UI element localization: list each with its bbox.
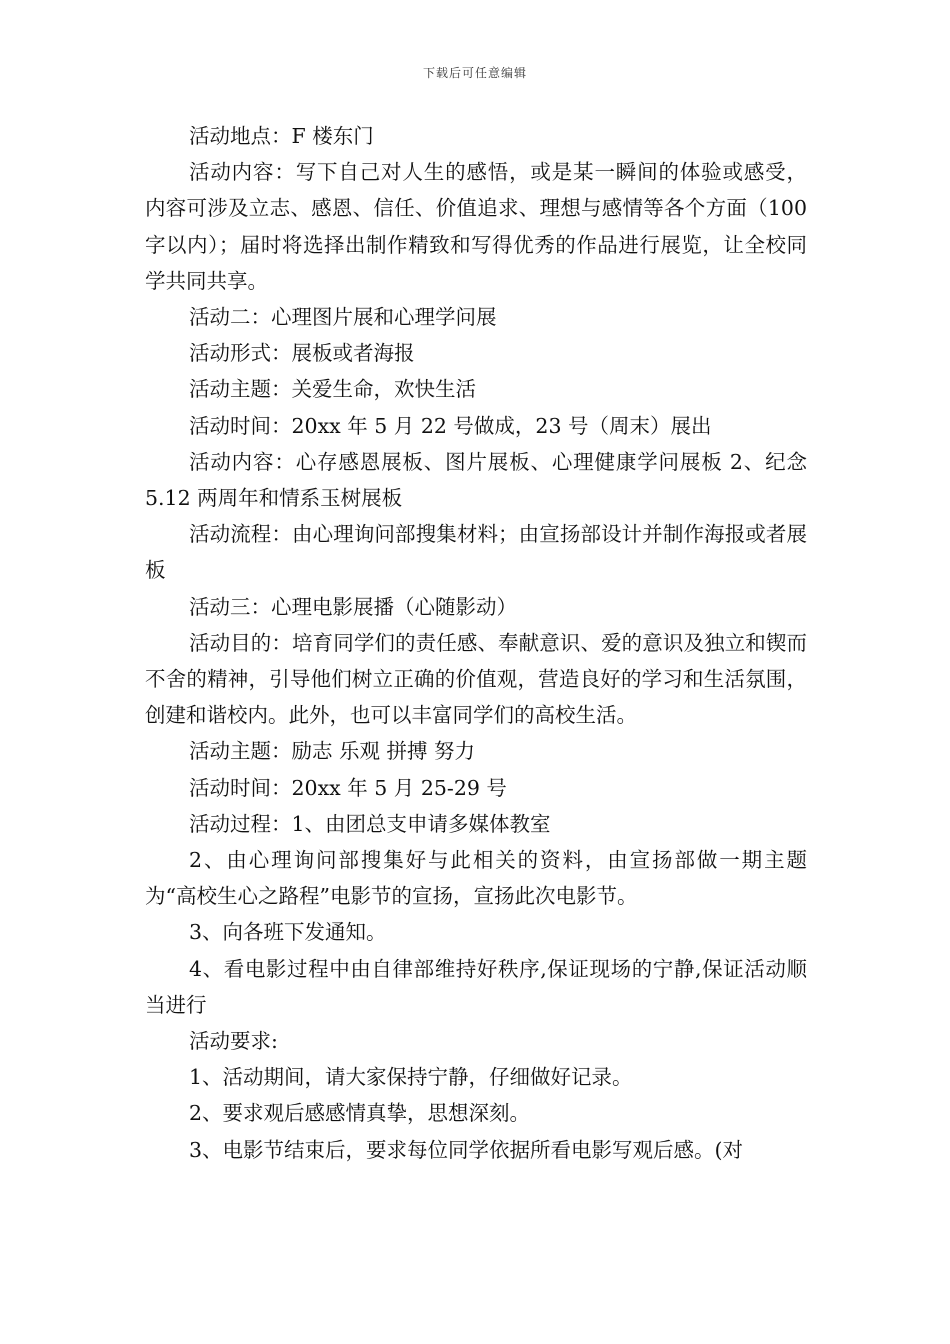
page-header: 下载后可任意编辑 — [422, 66, 527, 80]
paragraph-content-two: 活动内容：心存感恩展板、图片展板、心理健康学问展板 2、纪念 5.12 两周年和情系玉树展板 — [145, 449, 807, 511]
paragraph-location: 活动地点：F 楼东门 — [189, 124, 374, 148]
paragraph-requirement-one: 1、活动期间，请大家保持宁静，仔细做好记录。 — [189, 1065, 633, 1090]
paragraph-purpose: 活动目的：培育同学们的责任感、奉献意识、爱的意识及独立和锲而不舍的精神，引导他们树立正确的价值观，营造良好的学习和生活氛围，创建和谐校内。此外，也可以丰富同学们的高校生活。 — [145, 630, 807, 728]
paragraph-procedure: 活动过程：1、由团总支申请多媒体教室 — [189, 811, 551, 836]
paragraph-time: 活动时间：20xx 年 5 月 22 号做成，23 号（周末）展出 — [189, 413, 712, 438]
paragraph-content: 活动内容：写下自己对人生的感悟，或是某一瞬间的体验或感受， 内容可涉及立志、感恩、信任、价值追求、理想与感情等各个方面（100 字以内）；届时将选择出制作精致和写得优秀的作品进行展览，让全校同学共同共享。 — [145, 160, 807, 293]
paragraph-process: 活动流程：由心理询问部搜集材料；由宣扬部设计并制作海报或者展板 — [145, 522, 807, 583]
paragraph-time-three: 活动时间：20xx 年 5 月 25-29 号 — [189, 775, 507, 800]
paragraph-theme-three: 活动主题：励志 乐观 拼搏 努力 — [189, 739, 476, 764]
paragraph-step-three: 3、向各班下发通知。 — [189, 920, 387, 945]
paragraph-theme: 活动主题：关爱生命，欢快生活 — [189, 377, 476, 402]
paragraph-activity-two: 活动二：心理图片展和心理学问展 — [189, 305, 497, 330]
paragraph-requirement-two: 2、要求观后感感情真挚，思想深刻。 — [189, 1101, 531, 1126]
paragraph-format: 活动形式：展板或者海报 — [189, 341, 415, 366]
paragraph-requirement-three: 3、电影节结束后，要求每位同学依据所看电影写观后感。(对 — [189, 1137, 744, 1162]
document-body — [145, 118, 807, 1168]
paragraph-activity-three: 活动三：心理电影展播（心随影动） — [189, 594, 517, 619]
paragraph-step-two: 2、由心理询问部搜集好与此相关的资料，由宣扬部做一期主题为“高校生心之路程”电影节的宣扬，宣扬此次电影节。 — [145, 848, 807, 909]
paragraph-requirements: 活动要求: — [189, 1029, 278, 1054]
paragraph-step-four: 4、看电影过程中由自律部维持好秩序,保证现场的宁静,保证活动顺当进行 — [145, 956, 807, 1017]
